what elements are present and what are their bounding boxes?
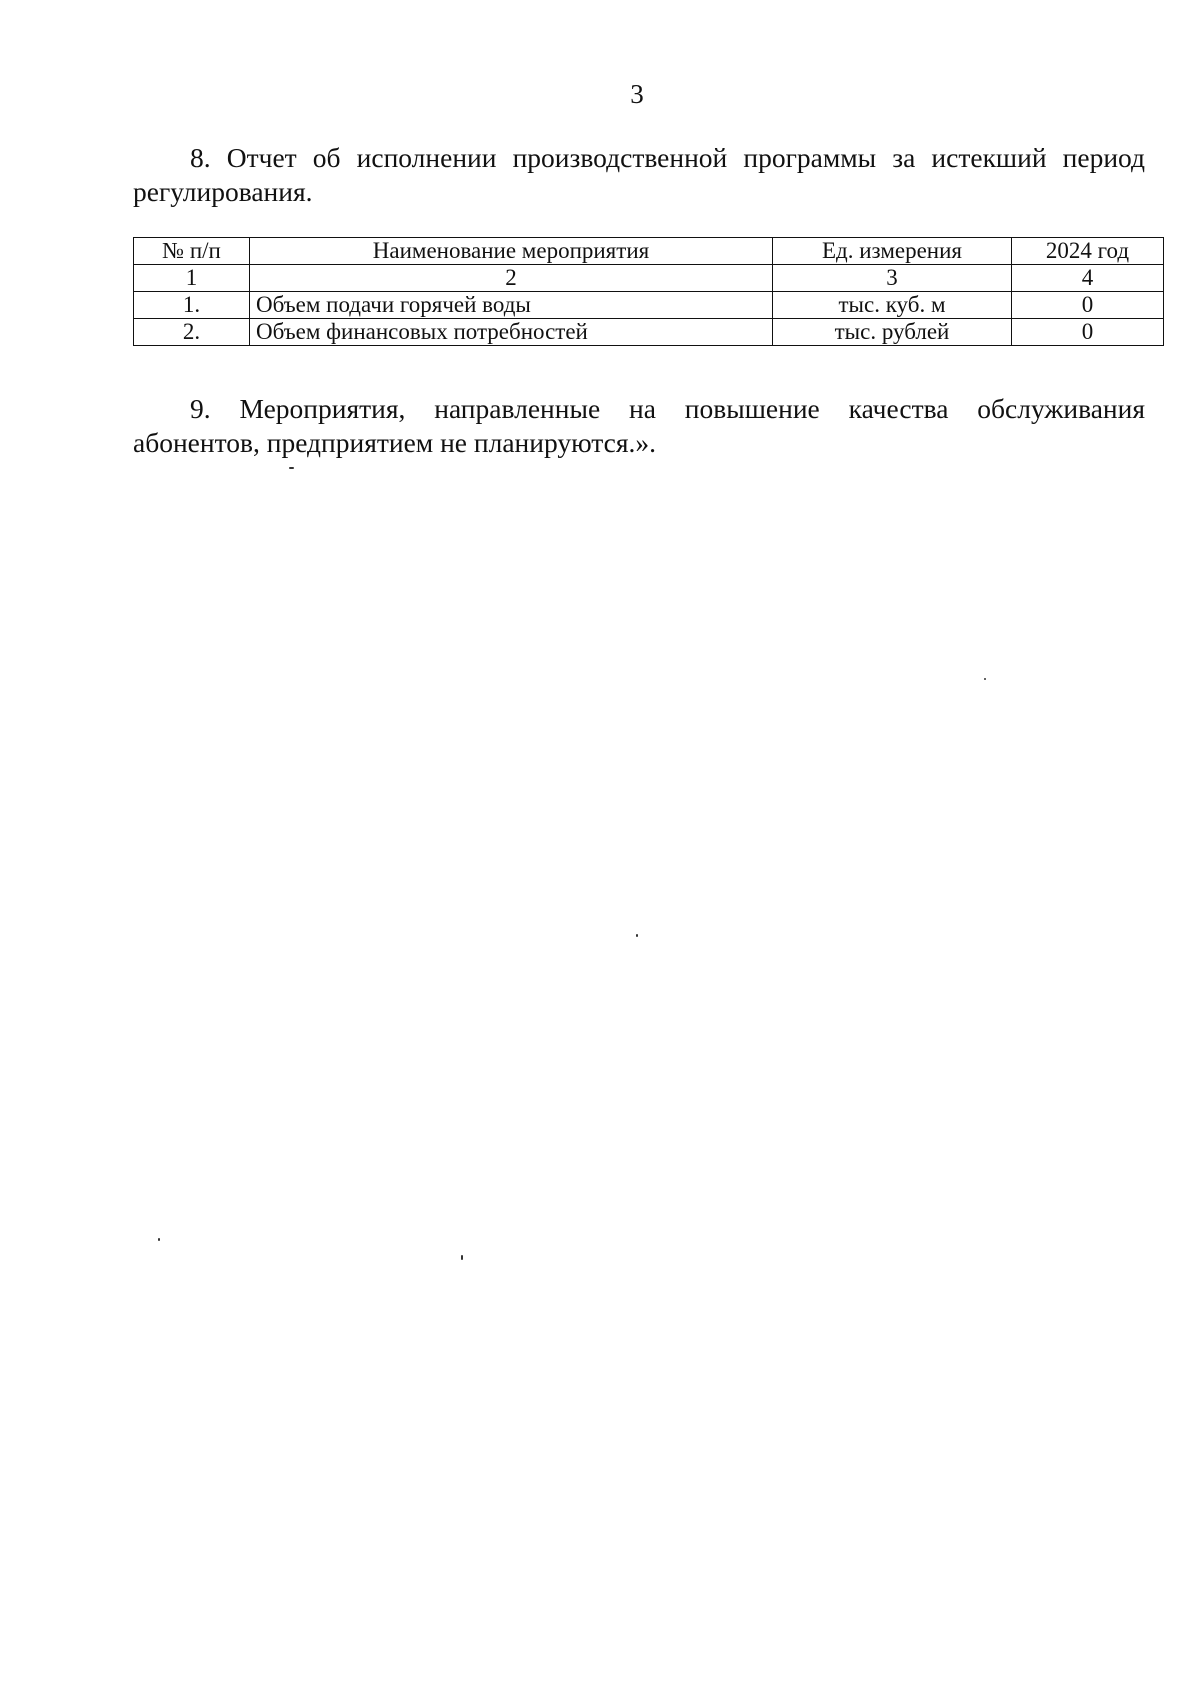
section-8-paragraph: 8. Отчет об исполнении производственной программы за истекший период регулирования. bbox=[133, 142, 1145, 207]
row-measure-name: Объем подачи горячей воды bbox=[250, 292, 773, 319]
row-measure-name: Объем финансовых потребностей bbox=[250, 319, 773, 346]
header-year: 2024 год bbox=[1012, 238, 1164, 265]
row-number: 1. bbox=[134, 292, 250, 319]
table-header-row bbox=[134, 238, 1164, 265]
table-row bbox=[134, 319, 1164, 346]
column-number-3: 3 bbox=[773, 265, 1012, 292]
row-unit: тыс. рублей bbox=[773, 319, 1012, 346]
table-row bbox=[134, 292, 1164, 319]
scan-speck bbox=[636, 934, 638, 937]
header-number: № п/п bbox=[134, 238, 250, 265]
page-number: 3 bbox=[630, 79, 644, 109]
column-number-2: 2 bbox=[250, 265, 773, 292]
row-value: 0 bbox=[1012, 319, 1164, 346]
column-number-4: 4 bbox=[1012, 265, 1164, 292]
row-value: 0 bbox=[1012, 292, 1164, 319]
row-unit: тыс. куб. м bbox=[773, 292, 1012, 319]
section-9-paragraph: 9. Мероприятия, направленные на повышение качества обслуживания абонентов, предприятием не планируются.». bbox=[133, 393, 1145, 458]
scan-speck bbox=[289, 467, 294, 469]
report-table bbox=[133, 237, 1164, 346]
header-unit: Ед. измерения bbox=[773, 238, 1012, 265]
scan-speck bbox=[158, 1238, 160, 1241]
column-number-1: 1 bbox=[134, 265, 250, 292]
scan-speck bbox=[984, 678, 986, 680]
header-measure-name: Наименование мероприятия bbox=[250, 238, 773, 265]
row-number: 2. bbox=[134, 319, 250, 346]
table-column-numbers-row bbox=[134, 265, 1164, 292]
scan-speck bbox=[461, 1255, 463, 1260]
